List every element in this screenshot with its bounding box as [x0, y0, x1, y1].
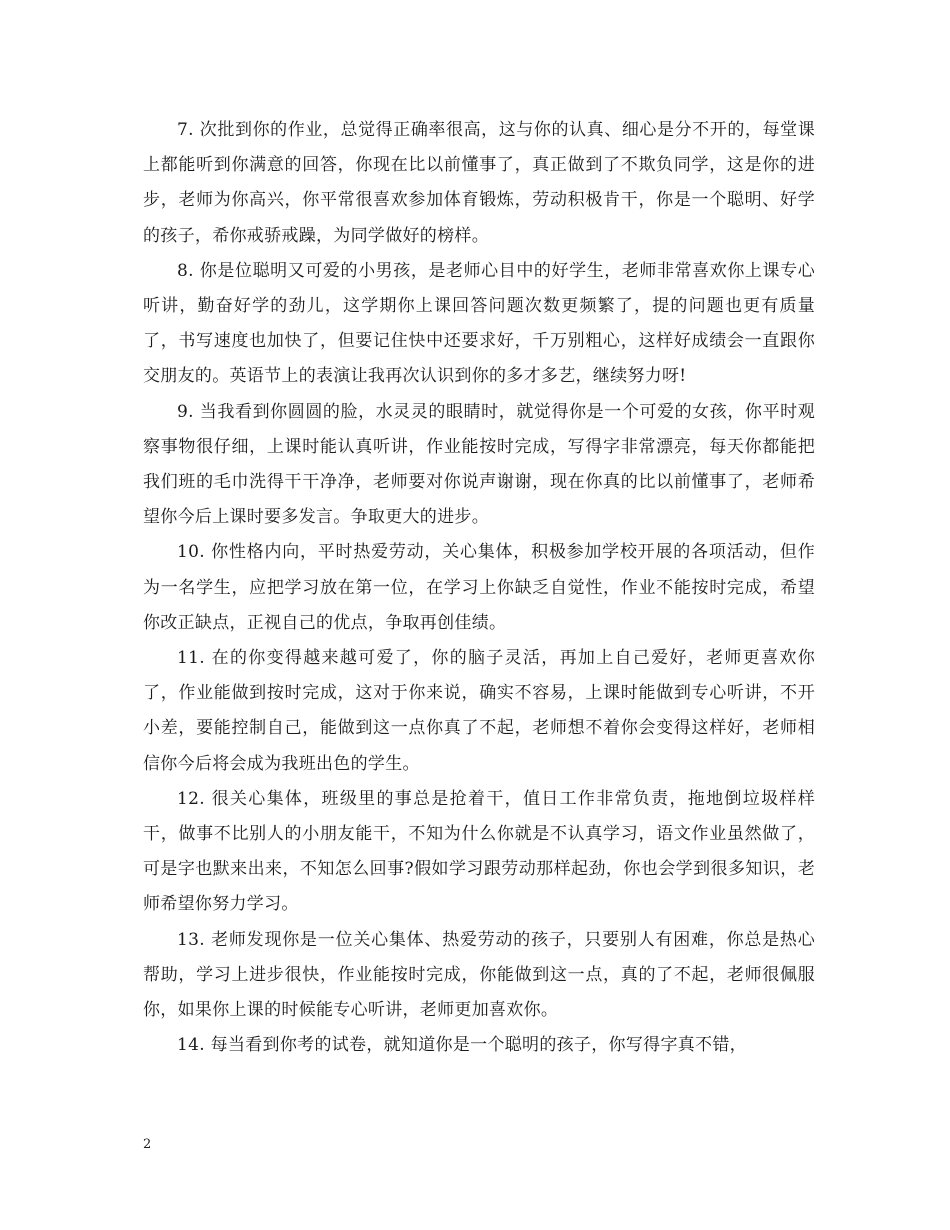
paragraph-9: 9. 当我看到你圆圆的脸，水灵灵的眼睛时，就觉得你是一个可爱的女孩，你平时观察事物很仔细，上课时能认真听讲，作业能按时完成，写得字非常漂亮，每天你都能把我们班的毛巾洗得干干净净，老师要对你说声谢谢，现在你真的比以前懂事了，老师希望你今后上课时要多发言。争取更大的进步。 [143, 401, 815, 528]
paragraph-8: 8. 你是位聪明又可爱的小男孩，是老师心目中的好学生，老师非常喜欢你上课专心听讲，勤奋好学的劲儿，这学期你上课回答问题次数更频繁了，提的问题也更有质量了，书写速度也加快了，但要记住快中还要求好，千万别粗心，这样好成绩会一直跟你交朋友的。英语节上的表演让我再次认识到你的多才多艺，继续努力呀! [143, 260, 815, 387]
paragraph-12: 12. 很关心集体，班级里的事总是抢着干，值日工作非常负责，拖地倒垃圾样样干，做事不比别人的小朋友能干，不知为什么你就是不认真学习，语文作业虽然做了，可是字也默来出来，不知怎么回事?假如学习跟劳动那样起劲，你也会学到很多知识，老师希望你努力学习。 [143, 788, 815, 915]
paragraph-10: 10. 你性格内向，平时热爱劳动，关心集体，积极参加学校开展的各项活动，但作为一名学生，应把学习放在第一位，在学习上你缺乏自觉性，作业不能按时完成，希望你改正缺点，正视自己的优点，争取再创佳绩。 [143, 542, 815, 633]
paragraph-14: 14. 每当看到你考的试卷，就知道你是一个聪明的孩子，你写得字真不错， [177, 1035, 747, 1056]
document-body [143, 113, 815, 1063]
paragraph-11: 11. 在的你变得越来越可爱了，你的脑子灵活，再加上自己爱好，老师更喜欢你了，作业能做到按时完成，这对于你来说，确实不容易，上课时能做到专心听讲，不开小差，要能控制自己，能做到这一点你真了不起，老师想不着你会变得这样好，老师相信你今后将会成为我班出色的学生。 [143, 648, 815, 774]
page-number: 2 [143, 1137, 152, 1152]
paragraph-13: 13. 老师发现你是一位关心集体、热爱劳动的孩子，只要别人有困难，你总是热心帮助，学习上进步很快，作业能按时完成，你能做到这一点，真的了不起，老师很佩服你，如果你上课的时候能专心听讲，老师更加喜欢你。 [143, 929, 815, 1021]
paragraph-7: 7. 次批到你的作业，总觉得正确率很高，这与你的认真、细心是分不开的，每堂课上都能听到你满意的回答，你现在比以前懂事了，真正做到了不欺负同学，这是你的进步，老师为你高兴，你平常很喜欢参加体育锻炼，劳动积极肯干，你是一个聪明、好学的孩子，希你戒骄戒躁，为同学做好的榜样。 [143, 120, 815, 246]
